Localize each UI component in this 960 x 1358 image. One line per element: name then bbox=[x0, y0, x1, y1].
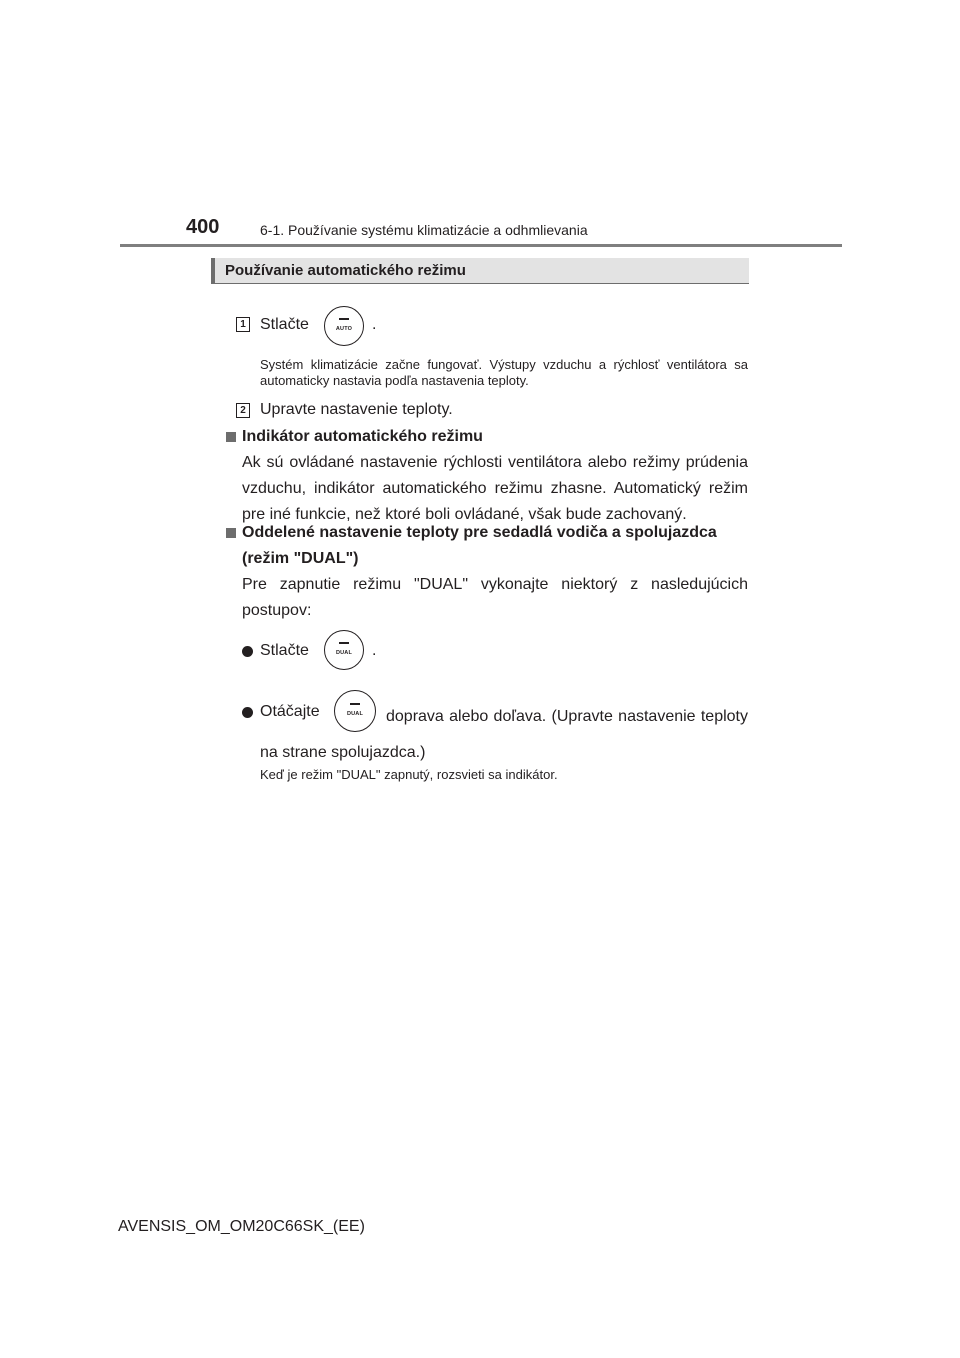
step-1-note: Systém klimatizácie začne fungovať. Výstupy vzduchu a rýchlosť ventilátora sa automaticky nastavia podľa nastavenia teploty. bbox=[260, 357, 748, 388]
page-number: 400 bbox=[186, 216, 220, 238]
circle-bullet-icon bbox=[242, 707, 253, 718]
bullet-1-period: . bbox=[372, 642, 377, 659]
document-code: AVENSIS_OM_OM20C66SK_(EE) bbox=[118, 1218, 365, 1235]
subsection-2-title: Oddelené nastavenie teploty pre sedadlá vodiča a spolujazdca (režim "DUAL") bbox=[242, 524, 717, 567]
square-bullet-icon bbox=[226, 432, 236, 442]
subsection-1-title: Indikátor automatického režimu bbox=[242, 428, 483, 445]
header-divider bbox=[120, 244, 842, 247]
bullet-1-text: Stlačte bbox=[260, 642, 309, 659]
subsection-2-body: Pre zapnutie režimu "DUAL" vykonajte niektorý z nasledujúcich postupov: bbox=[242, 576, 748, 619]
chapter-title: 6-1. Používanie systému klimatizácie a odhmlievania bbox=[260, 222, 588, 238]
dual-button-icon bbox=[324, 630, 364, 670]
step-2-text: Upravte nastavenie teploty. bbox=[260, 401, 453, 418]
dual-button-label: DUAL bbox=[335, 650, 353, 656]
button-indicator-mark bbox=[339, 642, 349, 644]
step-number-1: 1 bbox=[236, 317, 250, 332]
auto-button-label: AUTO bbox=[335, 326, 353, 332]
step-1-period: . bbox=[372, 316, 377, 333]
square-bullet-icon bbox=[226, 528, 236, 538]
bullet-2-text: Otáčajte bbox=[260, 703, 320, 720]
section-title: Používanie automatického režimu bbox=[225, 262, 466, 279]
auto-button-icon bbox=[324, 306, 364, 346]
section-heading bbox=[211, 258, 749, 284]
dual-dial-label: DUAL bbox=[346, 711, 364, 717]
circle-bullet-icon bbox=[242, 646, 253, 657]
step-1-text: Stlačte bbox=[260, 316, 309, 333]
step-number-2: 2 bbox=[236, 403, 250, 418]
bullet-2-continuation: doprava alebo doľava. (Upravte nastavenie teploty na strane spolujazdca.) bbox=[260, 708, 748, 761]
dual-note: Keď je režim "DUAL" zapnutý, rozsvieti sa indikátor. bbox=[260, 767, 558, 782]
button-indicator-mark bbox=[339, 318, 349, 320]
subsection-1-body: Ak sú ovládané nastavenie rýchlosti ventilátora alebo režimy prúdenia vzduchu, indikátor automatického režimu zhasne. Automatický režim pre iné funkcie, než ktoré boli ovládané, však bude zachovaný. bbox=[242, 454, 748, 523]
